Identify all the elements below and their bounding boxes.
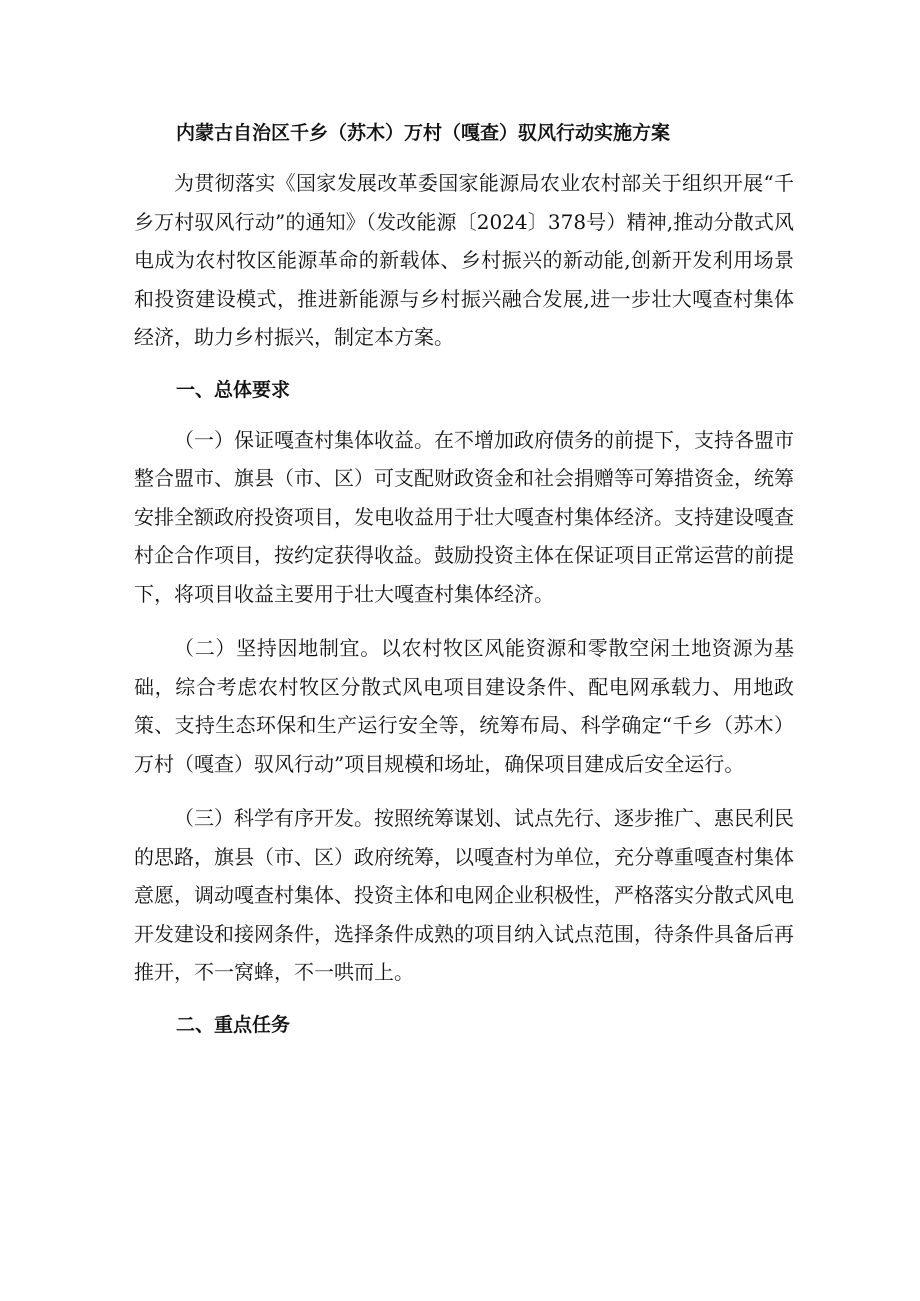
section-heading-general-requirements: 一、总体要求 bbox=[176, 378, 291, 401]
intro-paragraph: 为贯彻落实《国家发展改革委国家能源局农业农村部关于组织开展“千乡万村驭风行动”的通知》（发改能源〔2024〕378号）精神,推动分散式风电成为农村牧区能源革命的新载体、乡村振兴的新动能,创新开发利用场景和投资建设模式，推进新能源与乡村振兴融合发展,进一步壮大嘎查村集体经济，助力乡村振兴，制定本方案。 bbox=[134, 171, 794, 349]
item-paragraph-3: （三）科学有序开发。按照统筹谋划、试点先行、逐步推广、惠民利民的思路，旗县（市、区）政府统筹，以嘎查村为单位，充分尊重嘎查村集体意愿，调动嘎查村集体、投资主体和电网企业积极性，严格落实分散式风电开发建设和接网条件，选择条件成熟的项目纳入试点范围，待条件具备后再推开，不一窝蜂，不一哄而上。 bbox=[134, 806, 794, 984]
section-heading-key-tasks: 二、重点任务 bbox=[176, 1013, 291, 1036]
document-title: 内蒙古自治区千乡（苏木）万村（嘎查）驭风行动实施方案 bbox=[176, 122, 671, 144]
item-paragraph-1: （一）保证嘎查村集体收益。在不增加政府债务的前提下，支持各盟市整合盟市、旗县（市、区）可支配财政资金和社会捐赠等可筹措资金，统筹安排全额政府投资项目，发电收益用于壮大嘎查村集体经济。支持建设嘎查村企合作项目，按约定获得收益。鼓励投资主体在保证项目正常运营的前提下，将项目收益主要用于壮大嘎查村集体经济。 bbox=[134, 427, 794, 606]
item-paragraph-2: （二）坚持因地制宜。以农村牧区风能资源和零散空闲土地资源为基础，综合考虑农村牧区分散式风电项目建设条件、配电网承载力、用地政策、支持生态环保和生产运行安全等，统筹布局、科学确定“千乡（苏木）万村（嘎查）驭风行动”项目规模和场址，确保项目建成后安全运行。 bbox=[134, 636, 794, 776]
